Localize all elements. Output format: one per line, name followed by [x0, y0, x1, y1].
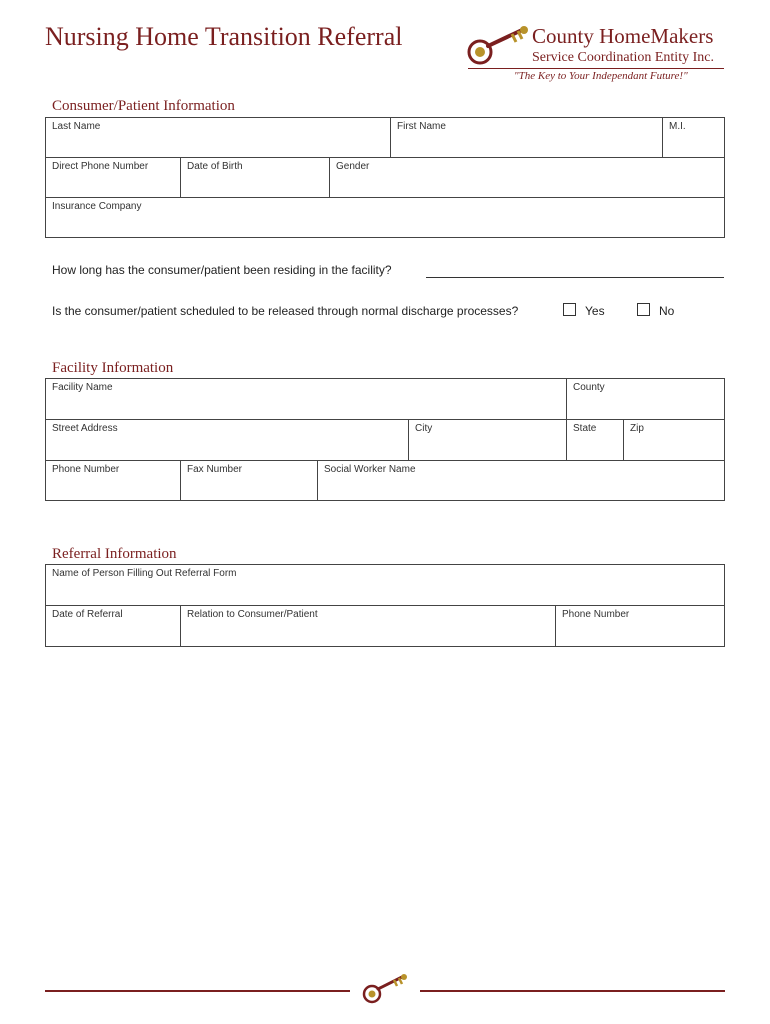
yes-checkbox[interactable]	[563, 303, 576, 316]
referral-phone-field[interactable]	[555, 605, 725, 647]
direct-phone-field[interactable]	[45, 157, 181, 198]
facility-phone-label: Phone Number	[52, 464, 120, 475]
direct-phone-label: Direct Phone Number	[52, 161, 149, 172]
dob-label: Date of Birth	[187, 161, 243, 172]
relation-field[interactable]	[180, 605, 556, 647]
referral-date-field[interactable]	[45, 605, 181, 647]
consumer-section-title: Consumer/Patient Information	[52, 98, 235, 114]
insurance-label: Insurance Company	[52, 201, 142, 212]
referral-section-title: Referral Information	[52, 546, 177, 562]
footer-divider-left	[45, 990, 350, 992]
residing-answer-line[interactable]	[426, 277, 724, 278]
referral-date-label: Date of Referral	[52, 609, 123, 620]
zip-label: Zip	[630, 423, 644, 434]
fax-label: Fax Number	[187, 464, 243, 475]
county-label: County	[573, 382, 605, 393]
last-name-field[interactable]	[45, 117, 391, 158]
no-label: No	[659, 304, 675, 318]
logo-tagline: "The Key to Your Independant Future!"	[514, 70, 688, 82]
no-checkbox[interactable]	[637, 303, 650, 316]
yes-label: Yes	[585, 304, 605, 318]
street-address-label: Street Address	[52, 423, 118, 434]
referral-phone-label: Phone Number	[562, 609, 630, 620]
mi-label: M.I.	[669, 121, 686, 132]
first-name-field[interactable]	[390, 117, 663, 158]
county-field[interactable]	[566, 378, 725, 420]
key-icon	[362, 972, 410, 1006]
street-address-field[interactable]	[45, 419, 409, 461]
discharge-question: Is the consumer/patient scheduled to be released through normal discharge processes?	[52, 304, 519, 318]
first-name-label: First Name	[397, 121, 446, 132]
key-icon	[466, 24, 534, 68]
social-worker-label: Social Worker Name	[324, 464, 416, 475]
facility-name-label: Facility Name	[52, 382, 113, 393]
gender-field[interactable]	[329, 157, 725, 198]
referrer-name-field[interactable]	[45, 564, 725, 606]
page-title: Nursing Home Transition Referral	[45, 22, 403, 51]
logo-subtitle: Service Coordination Entity Inc.	[532, 50, 714, 65]
facility-section-title: Facility Information	[52, 360, 174, 376]
last-name-label: Last Name	[52, 121, 101, 132]
residing-question: How long has the consumer/patient been residing in the facility?	[52, 263, 392, 277]
fax-field[interactable]	[180, 460, 318, 501]
zip-field[interactable]	[623, 419, 725, 461]
logo	[466, 20, 728, 86]
city-field[interactable]	[408, 419, 567, 461]
footer-divider-right	[420, 990, 725, 992]
logo-divider	[468, 68, 724, 69]
facility-name-field[interactable]	[45, 378, 567, 420]
city-label: City	[415, 423, 433, 434]
dob-field[interactable]	[180, 157, 330, 198]
facility-phone-field[interactable]	[45, 460, 181, 501]
referrer-name-label: Name of Person Filling Out Referral Form	[52, 568, 237, 579]
mi-field[interactable]	[662, 117, 725, 158]
state-field[interactable]	[566, 419, 624, 461]
logo-brand: County HomeMakers	[532, 24, 714, 48]
social-worker-field[interactable]	[317, 460, 725, 501]
gender-label: Gender	[336, 161, 370, 172]
insurance-field[interactable]	[45, 197, 725, 238]
state-label: State	[573, 423, 597, 434]
relation-label: Relation to Consumer/Patient	[187, 609, 318, 620]
